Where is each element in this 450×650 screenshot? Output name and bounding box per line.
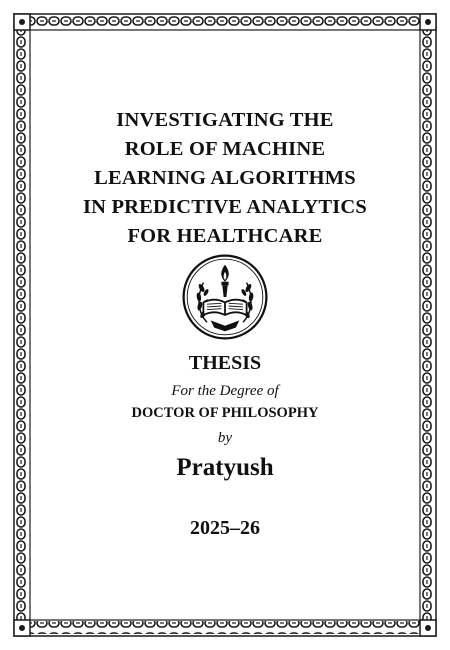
- degree-prefix: For the Degree of: [171, 383, 279, 399]
- title-line: IN PREDICTIVE ANALYTICS: [82, 196, 368, 218]
- title-line: ROLE OF MACHINE: [124, 138, 326, 160]
- degree-name: DOCTOR OF PHILOSOPHY: [131, 405, 319, 421]
- author-name: Pratyush: [176, 454, 274, 481]
- thesis-title: [40, 106, 410, 251]
- academic-year: 2025–26: [190, 517, 260, 539]
- title-line: INVESTIGATING THE: [116, 109, 334, 131]
- title-line: LEARNING ALGORITHMS: [94, 167, 356, 189]
- document-type: THESIS: [188, 352, 262, 374]
- torch-book-laurel-emblem-icon: [180, 252, 270, 342]
- title-line: FOR HEALTHCARE: [127, 225, 323, 247]
- by-label: by: [217, 430, 233, 446]
